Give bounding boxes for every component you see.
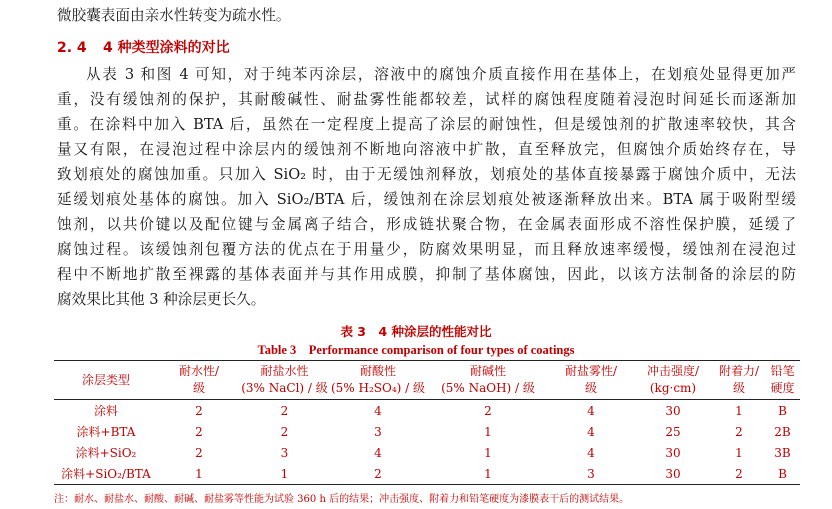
table-cell: 2 bbox=[280, 424, 289, 439]
paragraph-line: 重，没有缓蚀剂的保护，其耐酸碱性、耐盐雾性能都较差，试样的腐蚀程度随着浸泡时间延长而逐渐加 bbox=[57, 91, 796, 108]
table-cell: 30 bbox=[665, 445, 681, 460]
table-row bbox=[54, 442, 800, 463]
table-caption-cn: 表 3 4 种涂层的性能对比 bbox=[340, 324, 492, 339]
table-cell: 4 bbox=[587, 445, 595, 460]
paragraph-line: 重。在涂料中加入 BTA 后，虽然在一定程度上提高了涂层的耐蚀性，但是缓蚀剂的扩散速率较快，其含 bbox=[57, 116, 796, 133]
table-cell: B bbox=[778, 466, 787, 481]
table-cell: 涂料 bbox=[93, 404, 118, 418]
paragraph-line: 量又有限，在浸泡过程中涂层内的缓蚀剂不断地向溶液中扩散，直至释放完，但腐蚀介质始终存在，导 bbox=[57, 141, 796, 158]
performance-table bbox=[54, 360, 800, 485]
paragraph-line: 腐效果比其他 3 种涂层更长久。 bbox=[57, 291, 266, 308]
header-impact-strength: 冲击强度/ (kg·cm) bbox=[646, 364, 700, 395]
header-coating-type: 涂层类型 bbox=[81, 372, 130, 387]
header-adhesion: 附着力/ 级 bbox=[718, 364, 760, 395]
table-cell: 1 bbox=[280, 466, 289, 481]
table-row bbox=[54, 421, 800, 442]
table-cell: 涂料+BTA bbox=[76, 425, 136, 439]
table-cell: 涂料+SiO₂/BTA bbox=[61, 467, 151, 481]
table-row bbox=[54, 463, 800, 485]
table-cell: 3 bbox=[374, 424, 382, 439]
table-cell: 2 bbox=[735, 466, 743, 481]
table-cell: 2 bbox=[280, 403, 289, 418]
table-cell: 1 bbox=[195, 466, 203, 481]
paragraph-line: 蚀剂，以共价键以及配位键与金属离子结合，形成链状聚合物，在金属表面形成不溶性保护膜，延缓了 bbox=[57, 216, 796, 233]
header-salt-spray-resistance: 耐盐雾性/ 级 bbox=[564, 364, 618, 395]
table-caption-en: Table 3 Performance comparison of four types of coatings bbox=[257, 343, 575, 357]
table-cell: 25 bbox=[665, 424, 681, 439]
header-acid-resistance: 耐酸性 (5% H₂SO₄) / 级 bbox=[330, 364, 426, 395]
paragraph-line: 致划痕处的腐蚀加重。只加入 SiO₂ 时，由于无缓蚀剂释放，划痕处的基体直接暴露于腐蚀介质中，无法 bbox=[57, 166, 796, 183]
table-cell: 30 bbox=[665, 466, 681, 481]
paragraph-line: 延缓划痕处基体的腐蚀。加入 SiO₂/BTA 后，缓蚀剂在涂层划痕处被逐渐释放出来。BTA 属于吸附型缓 bbox=[57, 191, 796, 208]
table-cell: 3 bbox=[280, 445, 289, 460]
table-cell: 4 bbox=[374, 403, 382, 418]
table-cell: 1 bbox=[484, 445, 492, 460]
header-water-resistance: 耐水性/ 级 bbox=[178, 364, 220, 395]
table-cell: 3B bbox=[774, 445, 791, 460]
paragraph-line: 程中不断地扩散至裸露的基体表面并与其作用成膜，抑制了基体腐蚀，因此，以该方法制备的涂层的防 bbox=[57, 266, 796, 283]
table-cell: 30 bbox=[665, 403, 681, 418]
table-row bbox=[54, 400, 800, 422]
table-cell: 2 bbox=[374, 466, 382, 481]
table-cell: 2 bbox=[484, 403, 492, 418]
header-pencil-hardness: 铅笔 硬度 bbox=[770, 364, 795, 395]
paragraph-line: 微胶囊表面由亲水性转变为疏水性。 bbox=[57, 7, 291, 24]
table-cell: 2B bbox=[774, 424, 791, 439]
table-note: 注：耐水、耐盐水、耐酸、耐碱、耐盐雾等性能为试验 360 h 后的结果；冲击强度、附着力和铅笔硬度为漆膜表干后的测试结果。 bbox=[54, 494, 630, 505]
table-cell: 2 bbox=[735, 424, 743, 439]
table-cell: 1 bbox=[735, 445, 743, 460]
header-salt-water-resistance: 耐盐水性 (3% NaCl) / 级 bbox=[241, 364, 328, 395]
table-cell: 3 bbox=[587, 466, 595, 481]
paragraph-line: 腐蚀过程。该缓蚀剂包覆方法的优点在于用量少，防腐效果明显，而且释放速率缓慢，缓蚀剂在浸泡过 bbox=[57, 241, 796, 258]
header-alkali-resistance: 耐碱性 (5% NaOH) / 级 bbox=[441, 364, 535, 395]
table-cell: 4 bbox=[587, 403, 595, 418]
table-header-row bbox=[54, 361, 800, 400]
table-cell: B bbox=[778, 403, 787, 418]
table-cell: 2 bbox=[195, 424, 203, 439]
section-number: 2. 4 bbox=[57, 40, 87, 56]
paragraph-line: 从表 3 和图 4 可知，对于纯苯丙涂层，溶液中的腐蚀介质直接作用在基体上，在划痕处显得更加严 bbox=[86, 66, 796, 83]
section-title: 4 种类型涂料的对比 bbox=[103, 40, 230, 56]
table-cell: 涂料+SiO₂ bbox=[75, 446, 137, 460]
section-heading bbox=[57, 38, 230, 58]
table-cell: 4 bbox=[374, 445, 382, 460]
table-cell: 1 bbox=[484, 424, 492, 439]
table-cell: 1 bbox=[484, 466, 492, 481]
table-cell: 2 bbox=[195, 445, 203, 460]
table-cell: 1 bbox=[735, 403, 743, 418]
table-cell: 4 bbox=[587, 424, 595, 439]
table-cell: 2 bbox=[195, 403, 203, 418]
